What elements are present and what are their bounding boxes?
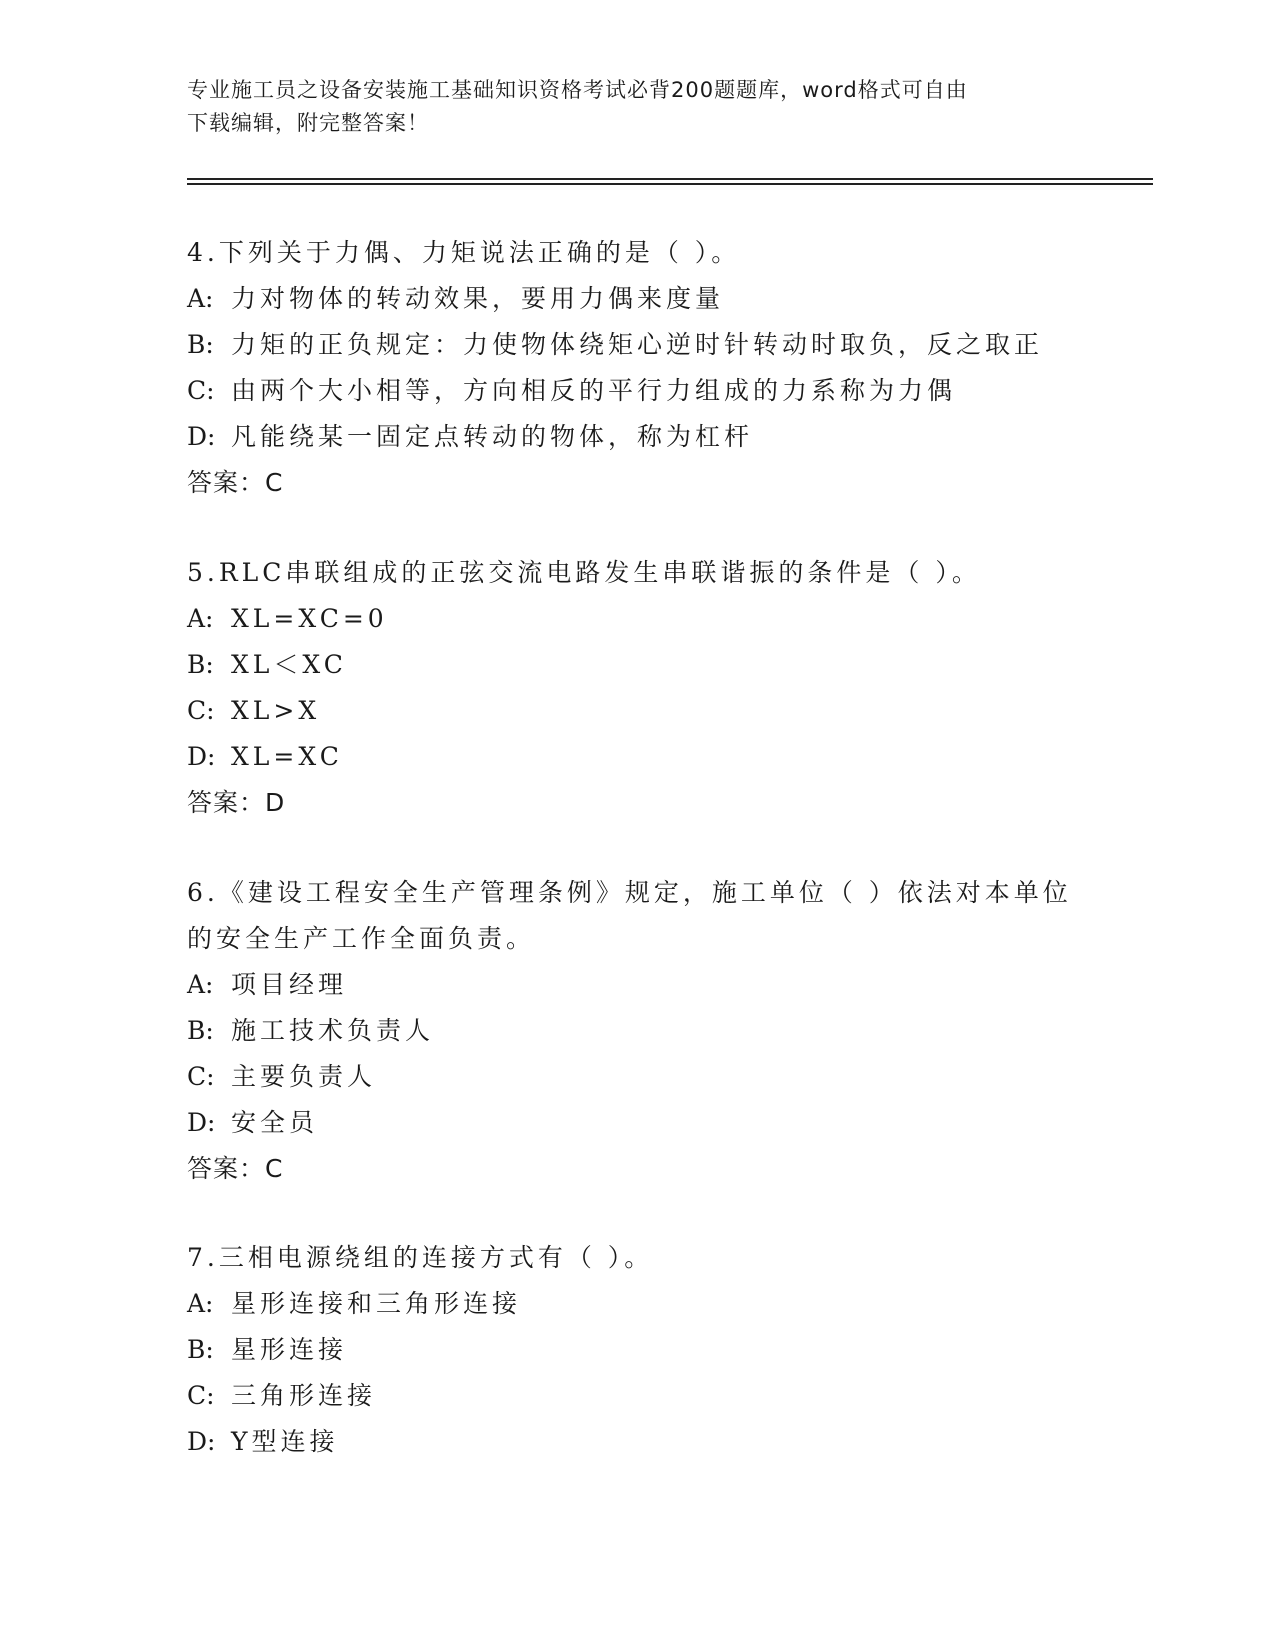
option-text: 由两个大小相等，方向相反的平行力组成的力系称为力偶 (231, 376, 957, 405)
option-text: 安全员 (231, 1108, 319, 1137)
answer-line: 答案：D (187, 788, 286, 817)
option-c (187, 1054, 1087, 1100)
answer-line: 答案：C (187, 468, 284, 497)
option-letter: A: (187, 604, 214, 633)
option-d (187, 1100, 1087, 1146)
option-text: XL=XC (231, 742, 343, 771)
option-letter: D: (187, 1427, 216, 1456)
question-4 (187, 230, 1087, 506)
option-letter: C: (187, 376, 215, 405)
option-d (187, 414, 1087, 460)
answer-line: 答案：C (187, 1154, 284, 1183)
question-stem (187, 870, 1087, 962)
option-letter: B: (187, 1335, 214, 1364)
option-text: 力矩的正负规定：力使物体绕矩心逆时针转动时取负，反之取正 (231, 330, 1044, 359)
option-b (187, 1008, 1087, 1054)
option-text: XL＜XC (231, 650, 347, 679)
option-a (187, 1281, 1087, 1327)
option-letter: A: (187, 1289, 214, 1318)
question-stem-line: 5.RLC串联组成的正弦交流电路发生串联谐振的条件是（ ）。 (187, 558, 981, 587)
option-text: 力对物体的转动效果，要用力偶来度量 (231, 284, 725, 313)
option-text: Y型连接 (231, 1427, 339, 1456)
option-letter: D: (187, 742, 216, 771)
option-a (187, 596, 1087, 642)
option-letter: B: (187, 1016, 214, 1045)
option-letter: C: (187, 1381, 215, 1410)
question-stem-line: 的安全生产工作全面负责。 (187, 924, 536, 953)
option-text: 星形连接 (231, 1335, 348, 1364)
option-letter: B: (187, 330, 214, 359)
option-letter: D: (187, 422, 216, 451)
option-c (187, 688, 1087, 734)
question-5 (187, 550, 1087, 826)
header-divider-bottom (187, 183, 1153, 185)
option-text: 施工技术负责人 (231, 1016, 435, 1045)
option-letter: C: (187, 1062, 215, 1091)
question-6 (187, 870, 1087, 1192)
option-text: 三角形连接 (231, 1381, 377, 1410)
option-text: XL>X (231, 696, 321, 725)
question-stem-line: 7.三相电源绕组的连接方式有（ ）。 (187, 1243, 654, 1272)
document-header (187, 74, 1087, 140)
question-7 (187, 1235, 1087, 1465)
option-a (187, 962, 1087, 1008)
option-c (187, 1373, 1087, 1419)
option-letter: A: (187, 284, 214, 313)
header-divider-top (187, 178, 1153, 180)
option-letter: B: (187, 650, 214, 679)
option-letter: C: (187, 696, 215, 725)
option-b (187, 322, 1087, 368)
question-stem (187, 550, 1087, 596)
option-d (187, 734, 1087, 780)
option-b (187, 1327, 1087, 1373)
question-stem-line: 4.下列关于力偶、力矩说法正确的是（ ）。 (187, 238, 741, 267)
option-d (187, 1419, 1087, 1465)
question-stem-line: 6.《建设工程安全生产管理条例》规定，施工单位（ ）依法对本单位 (187, 878, 1072, 907)
question-stem (187, 1235, 1087, 1281)
option-text: XL=XC=0 (231, 604, 388, 633)
header-line-1: 专业施工员之设备安装施工基础知识资格考试必背200题题库，word格式可自由 (187, 78, 968, 102)
option-letter: D: (187, 1108, 216, 1137)
header-line-2: 下载编辑，附完整答案！ (187, 111, 429, 135)
option-text: 星形连接和三角形连接 (231, 1289, 522, 1318)
option-text: 凡能绕某一固定点转动的物体，称为杠杆 (231, 422, 754, 451)
option-text: 主要负责人 (231, 1062, 377, 1091)
option-letter: A: (187, 970, 214, 999)
option-c (187, 368, 1087, 414)
question-stem (187, 230, 1087, 276)
option-text: 项目经理 (231, 970, 348, 999)
option-a (187, 276, 1087, 322)
option-b (187, 642, 1087, 688)
